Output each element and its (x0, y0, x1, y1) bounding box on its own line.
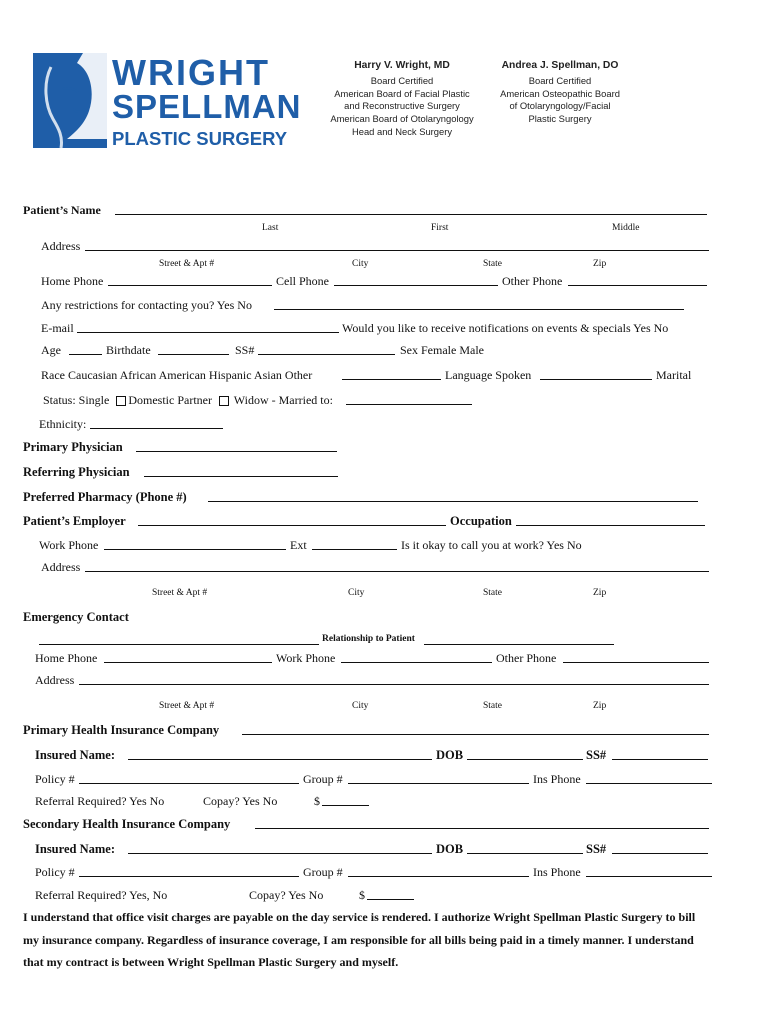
widow-checkbox[interactable] (219, 396, 229, 406)
emergency-work-phone-field[interactable] (341, 651, 492, 663)
ins-phone-field[interactable] (586, 865, 712, 877)
agreement-line-1: I understand that office visit charges are payable on the day service is rendered. I authorize Wright Spellman Plastic Surgery to bill (23, 910, 696, 924)
patient-name-field[interactable] (115, 203, 707, 215)
ss-label: SS# (235, 343, 255, 357)
agreement-line-2: my insurance company. Regardless of insurance coverage, I am responsible for all bills being paid in a timely manner. I understand (23, 933, 694, 947)
ss-label: SS# (586, 748, 607, 762)
credential-line: Board Certified (370, 74, 434, 86)
relationship-field[interactable] (424, 633, 614, 645)
ethnicity-field[interactable] (90, 417, 223, 429)
ethnicity-label: Ethnicity: (39, 417, 87, 431)
dob-label: DOB (436, 842, 464, 856)
copay-label: Copay? Yes No (249, 888, 324, 902)
ins-phone-field[interactable] (586, 772, 712, 784)
status-single-label: Status: Single (43, 393, 113, 407)
credential-line: and Reconstructive Surgery (344, 100, 460, 112)
logo-face-icon (33, 53, 107, 148)
race-other-field[interactable] (342, 368, 441, 380)
ins-phone-label: Ins Phone (533, 772, 581, 786)
copay-amount-field[interactable] (322, 794, 369, 806)
first-caption: First (431, 223, 449, 233)
address-field[interactable] (85, 239, 709, 251)
referring-physician-field[interactable] (144, 465, 338, 477)
zip-caption: Zip (593, 588, 607, 598)
logo-spellman: SPELLMAN (112, 88, 302, 125)
employer-label: Patient’s Employer (23, 514, 126, 528)
emergency-other-phone-label: Other Phone (496, 651, 557, 665)
street-caption: Street & Apt # (159, 259, 215, 269)
other-phone-field[interactable] (568, 274, 707, 286)
doctor-name: Harry V. Wright, MD (354, 60, 450, 71)
doctor-spellman-block (494, 60, 626, 126)
dob-field[interactable] (467, 842, 583, 854)
dob-field[interactable] (467, 748, 583, 760)
referral-required-label: Referral Required? Yes, No (35, 888, 168, 902)
married-to-field[interactable] (346, 393, 472, 405)
sex-label: Sex Female Male (400, 343, 484, 357)
call-work-label: Is it okay to call you at work? Yes No (401, 538, 582, 552)
dollar-label: $ (359, 888, 365, 902)
primary-insurance-title: Primary Health Insurance Company (23, 723, 220, 737)
race-label: Race Caucasian African American Hispanic Asian Other (41, 368, 313, 382)
policy-field[interactable] (79, 865, 299, 877)
group-label: Group # (303, 772, 343, 786)
copay-amount-field[interactable] (367, 888, 414, 900)
language-label: Language Spoken (445, 368, 532, 382)
primary-physician-field[interactable] (136, 440, 337, 452)
secondary-insurance-title: Secondary Health Insurance Company (23, 817, 231, 831)
state-caption: State (483, 259, 502, 269)
preferred-pharmacy-label: Preferred Pharmacy (Phone #) (23, 490, 187, 504)
policy-label: Policy # (35, 772, 75, 786)
zip-caption: Zip (593, 259, 607, 269)
credential-line: American Osteopathic Board (500, 87, 620, 99)
street-caption: Street & Apt # (159, 701, 215, 711)
emergency-address-field[interactable] (79, 673, 709, 685)
dollar-label: $ (314, 794, 320, 808)
middle-caption: Middle (612, 223, 640, 233)
doctor-name: Andrea J. Spellman, DO (501, 60, 619, 71)
logo-plastic-surgery: PLASTIC SURGERY (112, 128, 288, 149)
copay-label: Copay? Yes No (203, 794, 278, 808)
restrictions-label: Any restrictions for contacting you? Yes No (41, 298, 252, 312)
credential-line: Head and Neck Surgery (351, 125, 453, 137)
zip-caption: Zip (593, 701, 607, 711)
emergency-other-phone-field[interactable] (563, 651, 709, 663)
marital-status-row (43, 393, 333, 408)
employer-address-field[interactable] (85, 560, 709, 572)
state-caption: State (483, 588, 502, 598)
emergency-work-phone-label: Work Phone (276, 651, 336, 665)
secondary-insurance-field[interactable] (255, 817, 709, 829)
other-phone-label: Other Phone (502, 274, 563, 288)
occupation-field[interactable] (516, 514, 705, 526)
work-phone-field[interactable] (104, 538, 286, 550)
notifications-label: Would you like to receive notifications on events & specials Yes No (342, 321, 669, 335)
cell-phone-label: Cell Phone (276, 274, 329, 288)
preferred-pharmacy-field[interactable] (208, 490, 698, 502)
emergency-contact-title: Emergency Contact (23, 610, 129, 624)
credential-line: American Board of Facial Plastic (334, 87, 470, 99)
referral-required-label: Referral Required? Yes No (35, 794, 165, 808)
widow-label: Widow - Married to: (231, 393, 333, 407)
occupation-label: Occupation (450, 514, 512, 528)
credential-line: of Otolaryngology/Facial (509, 100, 611, 112)
ext-label: Ext (290, 538, 307, 552)
group-field[interactable] (348, 772, 529, 784)
insured-name-label: Insured Name: (35, 842, 115, 856)
birthdate-field[interactable] (158, 343, 229, 355)
home-phone-label: Home Phone (41, 274, 104, 288)
emergency-home-phone-label: Home Phone (35, 651, 98, 665)
insured-name-field[interactable] (128, 748, 432, 760)
birthdate-label: Birthdate (106, 343, 151, 357)
logo-wright: WRIGHT (112, 52, 270, 93)
credential-line: American Board of Otolaryngology (330, 113, 474, 125)
domestic-partner-label: Domestic Partner (128, 393, 215, 407)
referring-physician-label: Referring Physician (23, 465, 130, 479)
primary-insurance-field[interactable] (242, 723, 709, 735)
email-label: E-mail (41, 321, 74, 335)
restrictions-field[interactable] (274, 298, 684, 310)
ext-field[interactable] (312, 538, 397, 550)
employer-address-label: Address (41, 560, 81, 574)
agreement-line-3: that my contract is between Wright Spellman Plastic Surgery and myself. (23, 955, 399, 969)
insured-name-label: Insured Name: (35, 748, 115, 762)
credential-line: Plastic Surgery (528, 113, 592, 125)
emergency-address-label: Address (35, 673, 75, 687)
primary-physician-label: Primary Physician (23, 440, 123, 454)
ss-field[interactable] (612, 748, 708, 760)
email-field[interactable] (77, 321, 339, 333)
credential-line: Board Certified (528, 74, 592, 86)
city-caption: City (348, 588, 365, 598)
ins-phone-label: Ins Phone (533, 865, 581, 879)
insured-name-field[interactable] (128, 842, 432, 854)
last-caption: Last (262, 223, 279, 233)
doctor-wright-block (327, 60, 477, 139)
emergency-home-phone-field[interactable] (104, 651, 272, 663)
street-caption: Street & Apt # (152, 588, 208, 598)
ss-field[interactable] (258, 343, 395, 355)
group-field[interactable] (348, 865, 529, 877)
ss-label: SS# (586, 842, 607, 856)
work-phone-label: Work Phone (39, 538, 99, 552)
language-field[interactable] (540, 368, 652, 380)
state-caption: State (483, 701, 502, 711)
policy-label: Policy # (35, 865, 75, 879)
policy-field[interactable] (79, 772, 299, 784)
dob-label: DOB (436, 748, 464, 762)
age-label: Age (41, 343, 61, 357)
relationship-label: Relationship to Patient (322, 634, 415, 644)
emergency-name-field[interactable] (39, 633, 319, 645)
city-caption: City (352, 259, 369, 269)
group-label: Group # (303, 865, 343, 879)
ss-field[interactable] (612, 842, 708, 854)
cell-phone-field[interactable] (334, 274, 498, 286)
employer-field[interactable] (138, 514, 446, 526)
city-caption: City (352, 701, 369, 711)
home-phone-field[interactable] (108, 274, 272, 286)
age-field[interactable] (69, 343, 102, 355)
marital-label: Marital (656, 368, 692, 382)
domestic-partner-checkbox[interactable] (116, 396, 126, 406)
address-label: Address (41, 239, 81, 253)
patient-name-label: Patient’s Name (23, 203, 101, 217)
